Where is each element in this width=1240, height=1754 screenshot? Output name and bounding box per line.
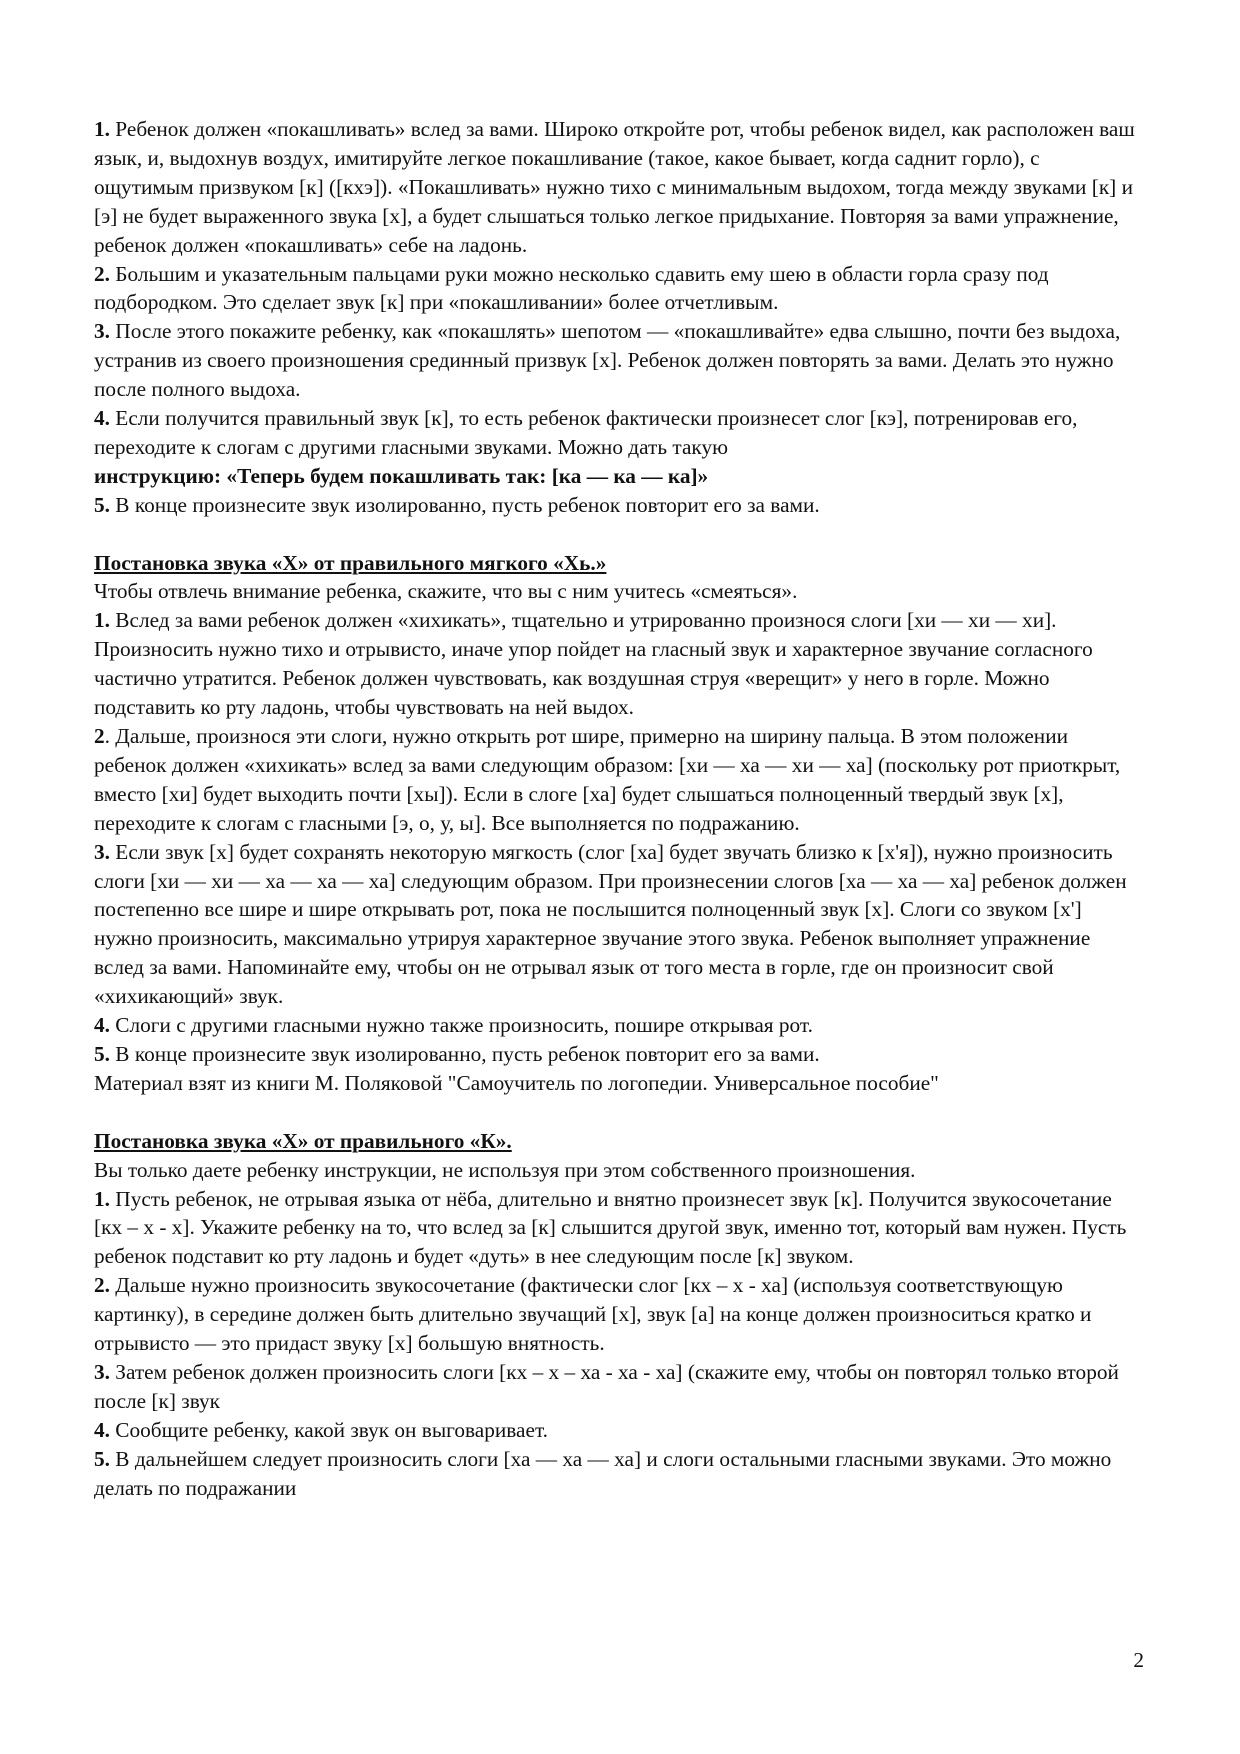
list-item bbox=[94, 260, 1144, 318]
spacer bbox=[94, 1098, 1144, 1127]
item-text: Пусть ребенок, не отрывая языка от нёба, длительно и внятно произнесет звук [к]. Получится звукосочетание [кх – х - х]. Укажите ребенку на то, что вслед за [к] слышится другой звук, именно тот, который вам нужен. Пусть ребенок подставит ко рту ладонь и будет «дуть» в нее следующим после [к] звуком. bbox=[94, 1186, 1127, 1269]
item-text: Ребенок должен «покашливать» вслед за вами. Широко откройте рот, чтобы ребенок видел, как расположен ваш язык, и, выдохнув воздух, имитируйте легкое покашливание (такое, какое бывает, когда саднит горло), с ощутимым призвуком [к] ([кхэ]). «Покашливать» нужно тихо с минимальным выдохом, тогда между звуками [к] и [э] не будет выраженного звука [х], а будет слышаться только легкое придыхание. Повторяя за вами упражнение, ребенок должен «покашливать» себе на ладонь. bbox=[94, 117, 1135, 257]
list-item bbox=[94, 404, 1144, 462]
item-text: В конце произнесите звук изолированно, пусть ребенок повторит его за вами. bbox=[109, 492, 820, 517]
section-heading: Постановка звука «Х» от правильного мягкого «Хь.» bbox=[94, 550, 607, 575]
item-number: 1. bbox=[94, 117, 110, 141]
item-text: В конце произнесите звук изолированно, пусть ребенок повторит его за вами. bbox=[109, 1041, 820, 1066]
item-text: Если звук [х] будет сохранять некоторую мягкость (слог [ха] будет звучать близко к [х'я]), нужно произносить слоги [хи — хи — ха — ха — ха] следующим образом. При произнесении слогов [ха — ха — ха] ребенок должен постепенно все шире и шире открывать рот, пока не послышится полноценный звук [х]. Слоги со звуком [х'] нужно произносить, максимально утрируя характерное звучание этого звука. Ребенок выполняет упражнение вслед за вами. Напоминайте ему, чтобы он не отрывал язык от того места в горле, где он произносит свой «хихикающий» звук. bbox=[94, 839, 1127, 1009]
item-number: 5. bbox=[94, 1446, 110, 1471]
item-number: 5. bbox=[94, 492, 110, 517]
item-number: 2. bbox=[94, 261, 110, 286]
item-number: 2. bbox=[94, 1273, 110, 1298]
item-number: 3. bbox=[94, 319, 110, 344]
item-text: После этого покажите ребенку, как «покашлять» шепотом — «покашливайте» едва слышно, почти без выдоха, устранив из своего произношения срединный призвук [х]. Ребенок должен повторять за вами. Делать это нужно после полного выдоха. bbox=[94, 319, 1121, 402]
item-text: В дальнейшем следует произносить слоги [ха — ха — ха] и слоги остальными гласными звуками. Это можно делать по подражании bbox=[94, 1446, 1112, 1500]
list-item bbox=[94, 1185, 1144, 1272]
list-item bbox=[94, 115, 1144, 260]
list-item bbox=[94, 1271, 1144, 1358]
item-text: Слоги с другими гласными нужно также произносить, пошире открывая рот. bbox=[109, 1013, 813, 1038]
list-item bbox=[94, 491, 1144, 520]
spacer bbox=[94, 520, 1144, 549]
bold-instruction: инструкцию: «Теперь будем покашливать так: [ка — ка — ка]» bbox=[94, 463, 709, 488]
source-note: Материал взят из книги М. Поляковой "Самоучитель по логопедии. Универсальное пособие" bbox=[94, 1070, 939, 1095]
list-item bbox=[94, 1040, 1144, 1069]
item-number: 2 bbox=[94, 724, 105, 749]
item-text: Затем ребенок должен произносить слоги [кх – х – ха - ха - ха] (скажите ему, чтобы он повторял только второй после [к] звук bbox=[94, 1359, 1119, 1413]
item-text: Дальше нужно произносить звукосочетание (фактически слог [кх – х - ха] (используя соответствующую картинку), в середине должен быть длительно звучащий [х], звук [а] на конце должен произноситься кратко и отрывисто — это придаст звуку [х] большую внятность. bbox=[94, 1273, 1092, 1356]
document-page bbox=[94, 115, 1144, 1502]
list-item bbox=[94, 1358, 1144, 1416]
list-item bbox=[94, 1445, 1144, 1503]
item-number: 4. bbox=[94, 406, 110, 431]
item-text: Вслед за вами ребенок должен «хихикать», тщательно и утрированно произнося слоги [хи — хи — хи]. Произносить нужно тихо и отрывисто, иначе упор пойдет на гласный звук и характерное звучание согласного частично утратится. Ребенок должен чувствовать, как воздушная струя «верещит» у него в горле. Можно подставить ко рту ладонь, чтобы чувствовать на ней выдох. bbox=[94, 608, 1093, 720]
item-number: 1. bbox=[94, 1186, 110, 1211]
list-item bbox=[94, 722, 1144, 838]
list-item bbox=[94, 317, 1144, 404]
list-item bbox=[94, 838, 1144, 1011]
page-number: 2 bbox=[1133, 1648, 1144, 1672]
item-number: 4. bbox=[94, 1417, 110, 1442]
item-text: Сообщите ребенку, какой звук он выговаривает. bbox=[109, 1417, 548, 1442]
list-item bbox=[94, 1011, 1144, 1040]
item-number: 1. bbox=[94, 608, 110, 633]
item-text: Если получится правильный звук [к], то есть ребенок фактически произнесет слог [кэ], потренировав его, переходите к слогам с другими гласными звуками. Можно дать такую bbox=[94, 406, 1078, 459]
section-intro: Чтобы отвлечь внимание ребенка, скажите, что вы с ним учитесь «смеяться». bbox=[94, 579, 798, 604]
item-text: . Дальше, произнося эти слоги, нужно открыть рот шире, примерно на ширину пальца. В этом положении ребенок должен «хихикать» вслед за вами следующим образом: [хи — ха — хи — ха] (поскольку рот приоткрыт, вместо [хи] будет выходить почти [хы]). Если в слоге [ха] будет слышаться полноценный твердый звук [х], переходите к слогам с гласными [э, о, у, ы]. Все выполняется по подражанию. bbox=[94, 724, 1121, 835]
item-number: 4. bbox=[94, 1013, 110, 1038]
section-heading: Постановка звука «Х» от правильного «К». bbox=[94, 1128, 512, 1153]
item-number: 5. bbox=[94, 1041, 110, 1066]
list-item bbox=[94, 606, 1144, 722]
item-text: Большим и указательным пальцами руки можно несколько сдавить ему шею в области горла сразу под подбородком. Это сделает звук [к] при «покашливании» более отчетливым. bbox=[94, 261, 1049, 315]
section-intro: Вы только даете ребенку инструкции, не используя при этом собственного произношения. bbox=[94, 1157, 916, 1182]
item-number: 3. bbox=[94, 1359, 110, 1384]
list-item bbox=[94, 1416, 1144, 1445]
item-number: 3. bbox=[94, 839, 110, 864]
